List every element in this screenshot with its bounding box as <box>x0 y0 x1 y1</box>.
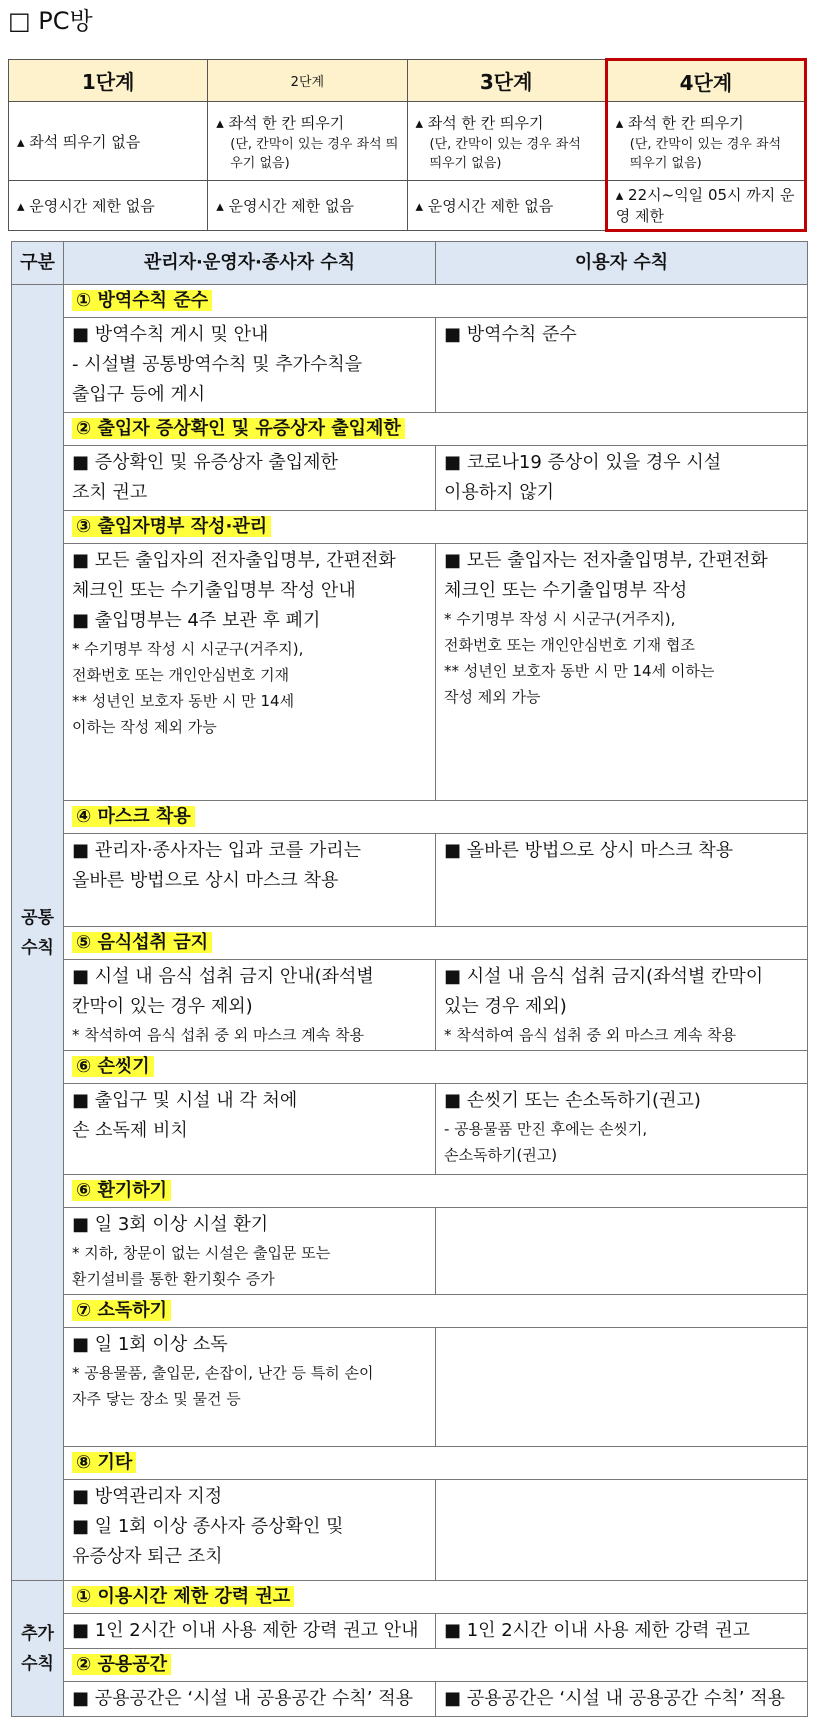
stage-1-seat-main: ▴ 좌석 띄우기 없음 <box>17 132 141 151</box>
common-section-title <box>64 413 808 446</box>
extra-user-rule <box>436 1614 808 1649</box>
common-section-title <box>64 1447 808 1480</box>
common-user-rule <box>436 1084 808 1175</box>
stage-3-hours: ▴ 운영시간 제한 없음 <box>407 181 606 231</box>
common-staff-line: 체크인 또는 수기출입명부 작성 안내 <box>72 580 356 601</box>
common-section-heading: ① 방역수칙 준수 <box>72 290 212 311</box>
common-staff-rule <box>64 834 436 927</box>
common-staff-line: - 시설별 공통방역수칙 및 추가수칙을 <box>72 354 363 375</box>
extra-section-title <box>64 1649 808 1682</box>
common-staff-note: ** 성년인 보호자 동반 시 만 14세 <box>72 692 295 710</box>
common-section-title <box>64 285 808 318</box>
common-section-title <box>64 927 808 960</box>
common-user-rule <box>436 1480 808 1581</box>
common-staff-line: 칸막이 있는 경우 제외) <box>72 996 253 1017</box>
common-staff-line: 유증상자 퇴근 조치 <box>72 1546 223 1567</box>
common-staff-rule <box>64 1480 436 1581</box>
common-staff-line: ■ 모든 출입자의 전자출입명부, 간편전화 <box>72 550 396 571</box>
common-user-note: * 수기명부 작성 시 시군구(거주지), <box>444 610 676 628</box>
stage-4-seat-main: ▴ 좌석 한 칸 띄우기 <box>615 113 744 132</box>
stage-1-hours: ▴ 운영시간 제한 없음 <box>9 181 208 231</box>
common-staff-line: ■ 방역관리자 지정 <box>72 1486 223 1507</box>
extra-user-line: ■ 공용공간은 ‘시설 내 공용공간 수칙’ 적용 <box>444 1688 785 1709</box>
common-staff-line: 출입구 등에 게시 <box>72 384 206 405</box>
common-staff-line: ■ 일 1회 이상 소독 <box>72 1334 228 1355</box>
common-user-rule <box>436 1328 808 1447</box>
stage-4-hours: ▴ 22시~익일 05시 까지 운영 제한 <box>606 181 805 231</box>
common-section-title <box>64 511 808 544</box>
extra-category <box>12 1581 64 1717</box>
extra-staff-rule <box>64 1682 436 1717</box>
common-section-title <box>64 1051 808 1084</box>
common-section-heading: ⑤ 음식섭취 금지 <box>72 932 212 953</box>
common-user-note: 손소독하기(권고) <box>444 1146 558 1164</box>
common-staff-line: 손 소독제 비치 <box>72 1120 188 1141</box>
common-staff-line: ■ 증상확인 및 유증상자 출입제한 <box>72 452 338 473</box>
common-user-line: ■ 올바른 방법으로 상시 마스크 착용 <box>444 840 734 861</box>
common-staff-rule <box>64 960 436 1051</box>
common-staff-line: 조치 권고 <box>72 482 148 503</box>
extra-section-title <box>64 1581 808 1614</box>
common-section-heading: ⑦ 소독하기 <box>72 1300 171 1321</box>
common-staff-note: 환기설비를 통한 환기횟수 증가 <box>72 1270 275 1288</box>
common-user-rule <box>436 446 808 511</box>
stage-2-seat-sub: (단, 칸막이 있는 경우 좌석 띄우기 없음) <box>230 136 399 171</box>
common-staff-rule <box>64 446 436 511</box>
common-section-title <box>64 1175 808 1208</box>
common-user-line: 체크인 또는 수기출입명부 작성 <box>444 580 688 601</box>
extra-category-label: 수칙 <box>21 1653 54 1674</box>
stage-2-hours: ▴ 운영시간 제한 없음 <box>208 181 407 231</box>
extra-section-heading: ② 공용공간 <box>72 1654 171 1675</box>
stage-table <box>8 58 807 232</box>
stage-2-header: 2단계 <box>208 60 407 102</box>
common-staff-note: 자주 닿는 장소 및 물건 등 <box>72 1390 241 1408</box>
extra-staff-line: ■ 공용공간은 ‘시설 내 공용공간 수칙’ 적용 <box>72 1688 413 1709</box>
common-user-line: ■ 모든 출입자는 전자출입명부, 간편전화 <box>444 550 768 571</box>
stage-3-seat <box>407 102 606 181</box>
common-user-note: * 착석하여 음식 섭취 중 외 마스크 계속 착용 <box>444 1026 736 1044</box>
common-user-note: 작성 제외 가능 <box>444 688 541 706</box>
common-staff-line: ■ 일 3회 이상 시설 환기 <box>72 1214 269 1235</box>
common-staff-rule <box>64 544 436 801</box>
stage-2-seat <box>208 102 407 181</box>
common-staff-note: 이하는 작성 제외 가능 <box>72 718 217 736</box>
common-staff-rule <box>64 1328 436 1447</box>
common-section-heading: ④ 마스크 착용 <box>72 806 195 827</box>
common-section-heading: ⑥ 손씻기 <box>72 1056 154 1077</box>
stage-1-seat <box>9 102 208 181</box>
extra-category-label: 추가 <box>21 1623 54 1644</box>
common-user-note: 전화번호 또는 개인안심번호 기재 협조 <box>444 636 695 654</box>
common-staff-rule <box>64 1208 436 1295</box>
common-staff-line: ■ 출입명부는 4주 보관 후 폐기 <box>72 610 321 631</box>
common-section-heading: ③ 출입자명부 작성·관리 <box>72 516 271 537</box>
stage-4-seat-sub: (단, 칸막이 있는 경우 좌석 띄우기 없음) <box>629 136 782 171</box>
common-staff-line: ■ 시설 내 음식 섭취 금지 안내(좌석별 <box>72 966 374 987</box>
common-user-line: ■ 방역수칙 준수 <box>444 324 577 345</box>
common-user-line: ■ 시설 내 음식 섭취 금지(좌석별 칸막이 <box>444 966 764 987</box>
common-section-title <box>64 1295 808 1328</box>
common-staff-note: 전화번호 또는 개인안심번호 기재 <box>72 666 290 684</box>
common-staff-line: 올바른 방법으로 상시 마스크 착용 <box>72 870 339 891</box>
extra-staff-line: ■ 1인 2시간 이내 사용 제한 강력 권고 안내 <box>72 1620 419 1641</box>
stage-3-header: 3단계 <box>407 60 606 102</box>
common-category-label: 공통 <box>21 907 54 928</box>
col-header-category: 구분 <box>12 242 64 285</box>
common-category-label: 수칙 <box>21 937 54 958</box>
common-user-line: 있는 경우 제외) <box>444 996 567 1017</box>
common-staff-line: ■ 일 1회 이상 종사자 증상확인 및 <box>72 1516 344 1537</box>
col-header-user: 이용자 수칙 <box>436 242 808 285</box>
common-user-note: ** 성년인 보호자 동반 시 만 14세 이하는 <box>444 662 715 680</box>
common-user-rule <box>436 544 808 801</box>
common-staff-line: ■ 방역수칙 게시 및 안내 <box>72 324 269 345</box>
common-user-rule <box>436 834 808 927</box>
common-user-rule <box>436 318 808 413</box>
common-user-line: 이용하지 않기 <box>444 482 555 503</box>
common-user-line: ■ 코로나19 증상이 있을 경우 시설 <box>444 452 722 473</box>
common-staff-line: ■ 출입구 및 시설 내 각 처에 <box>72 1090 298 1111</box>
common-section-heading: ⑧ 기타 <box>72 1452 136 1473</box>
common-staff-rule <box>64 318 436 413</box>
common-user-line: ■ 손씻기 또는 손소독하기(권고) <box>444 1090 701 1111</box>
extra-user-line: ■ 1인 2시간 이내 사용 제한 강력 권고 <box>444 1620 751 1641</box>
col-header-staff: 관리자·운영자·종사자 수칙 <box>64 242 436 285</box>
stage-4-seat <box>606 102 805 181</box>
extra-section-heading: ① 이용시간 제한 강력 권고 <box>72 1586 294 1607</box>
stage-2-seat-main: ▴ 좌석 한 칸 띄우기 <box>216 113 345 132</box>
common-section-title <box>64 801 808 834</box>
stage-1-header: 1단계 <box>9 60 208 102</box>
common-user-rule <box>436 1208 808 1295</box>
common-staff-note: * 수기명부 작성 시 시군구(거주지), <box>72 640 304 658</box>
stage-4-header: 4단계 <box>606 60 805 102</box>
common-section-heading: ⑥ 환기하기 <box>72 1180 171 1201</box>
common-staff-line: ■ 관리자·종사자는 입과 코를 가리는 <box>72 840 362 861</box>
common-staff-rule <box>64 1084 436 1175</box>
extra-staff-rule <box>64 1614 436 1649</box>
common-user-note: - 공용물품 만진 후에는 손씻기, <box>444 1120 648 1138</box>
common-section-heading: ② 출입자 증상확인 및 유증상자 출입제한 <box>72 418 405 439</box>
common-staff-note: * 공용물품, 출입문, 손잡이, 난간 등 특히 손이 <box>72 1364 374 1382</box>
common-staff-note: * 지하, 창문이 없는 시설은 출입문 또는 <box>72 1244 331 1262</box>
common-category <box>12 285 64 1581</box>
rules-table <box>11 241 808 1717</box>
extra-user-rule <box>436 1682 808 1717</box>
stage-3-seat-sub: (단, 칸막이 있는 경우 좌석 띄우기 없음) <box>429 136 581 171</box>
stage-3-seat-main: ▴ 좌석 한 칸 띄우기 <box>415 113 544 132</box>
page-title: □ PC방 <box>8 7 93 35</box>
common-user-rule <box>436 960 808 1051</box>
common-staff-note: * 착석하여 음식 섭취 중 외 마스크 계속 착용 <box>72 1026 364 1044</box>
